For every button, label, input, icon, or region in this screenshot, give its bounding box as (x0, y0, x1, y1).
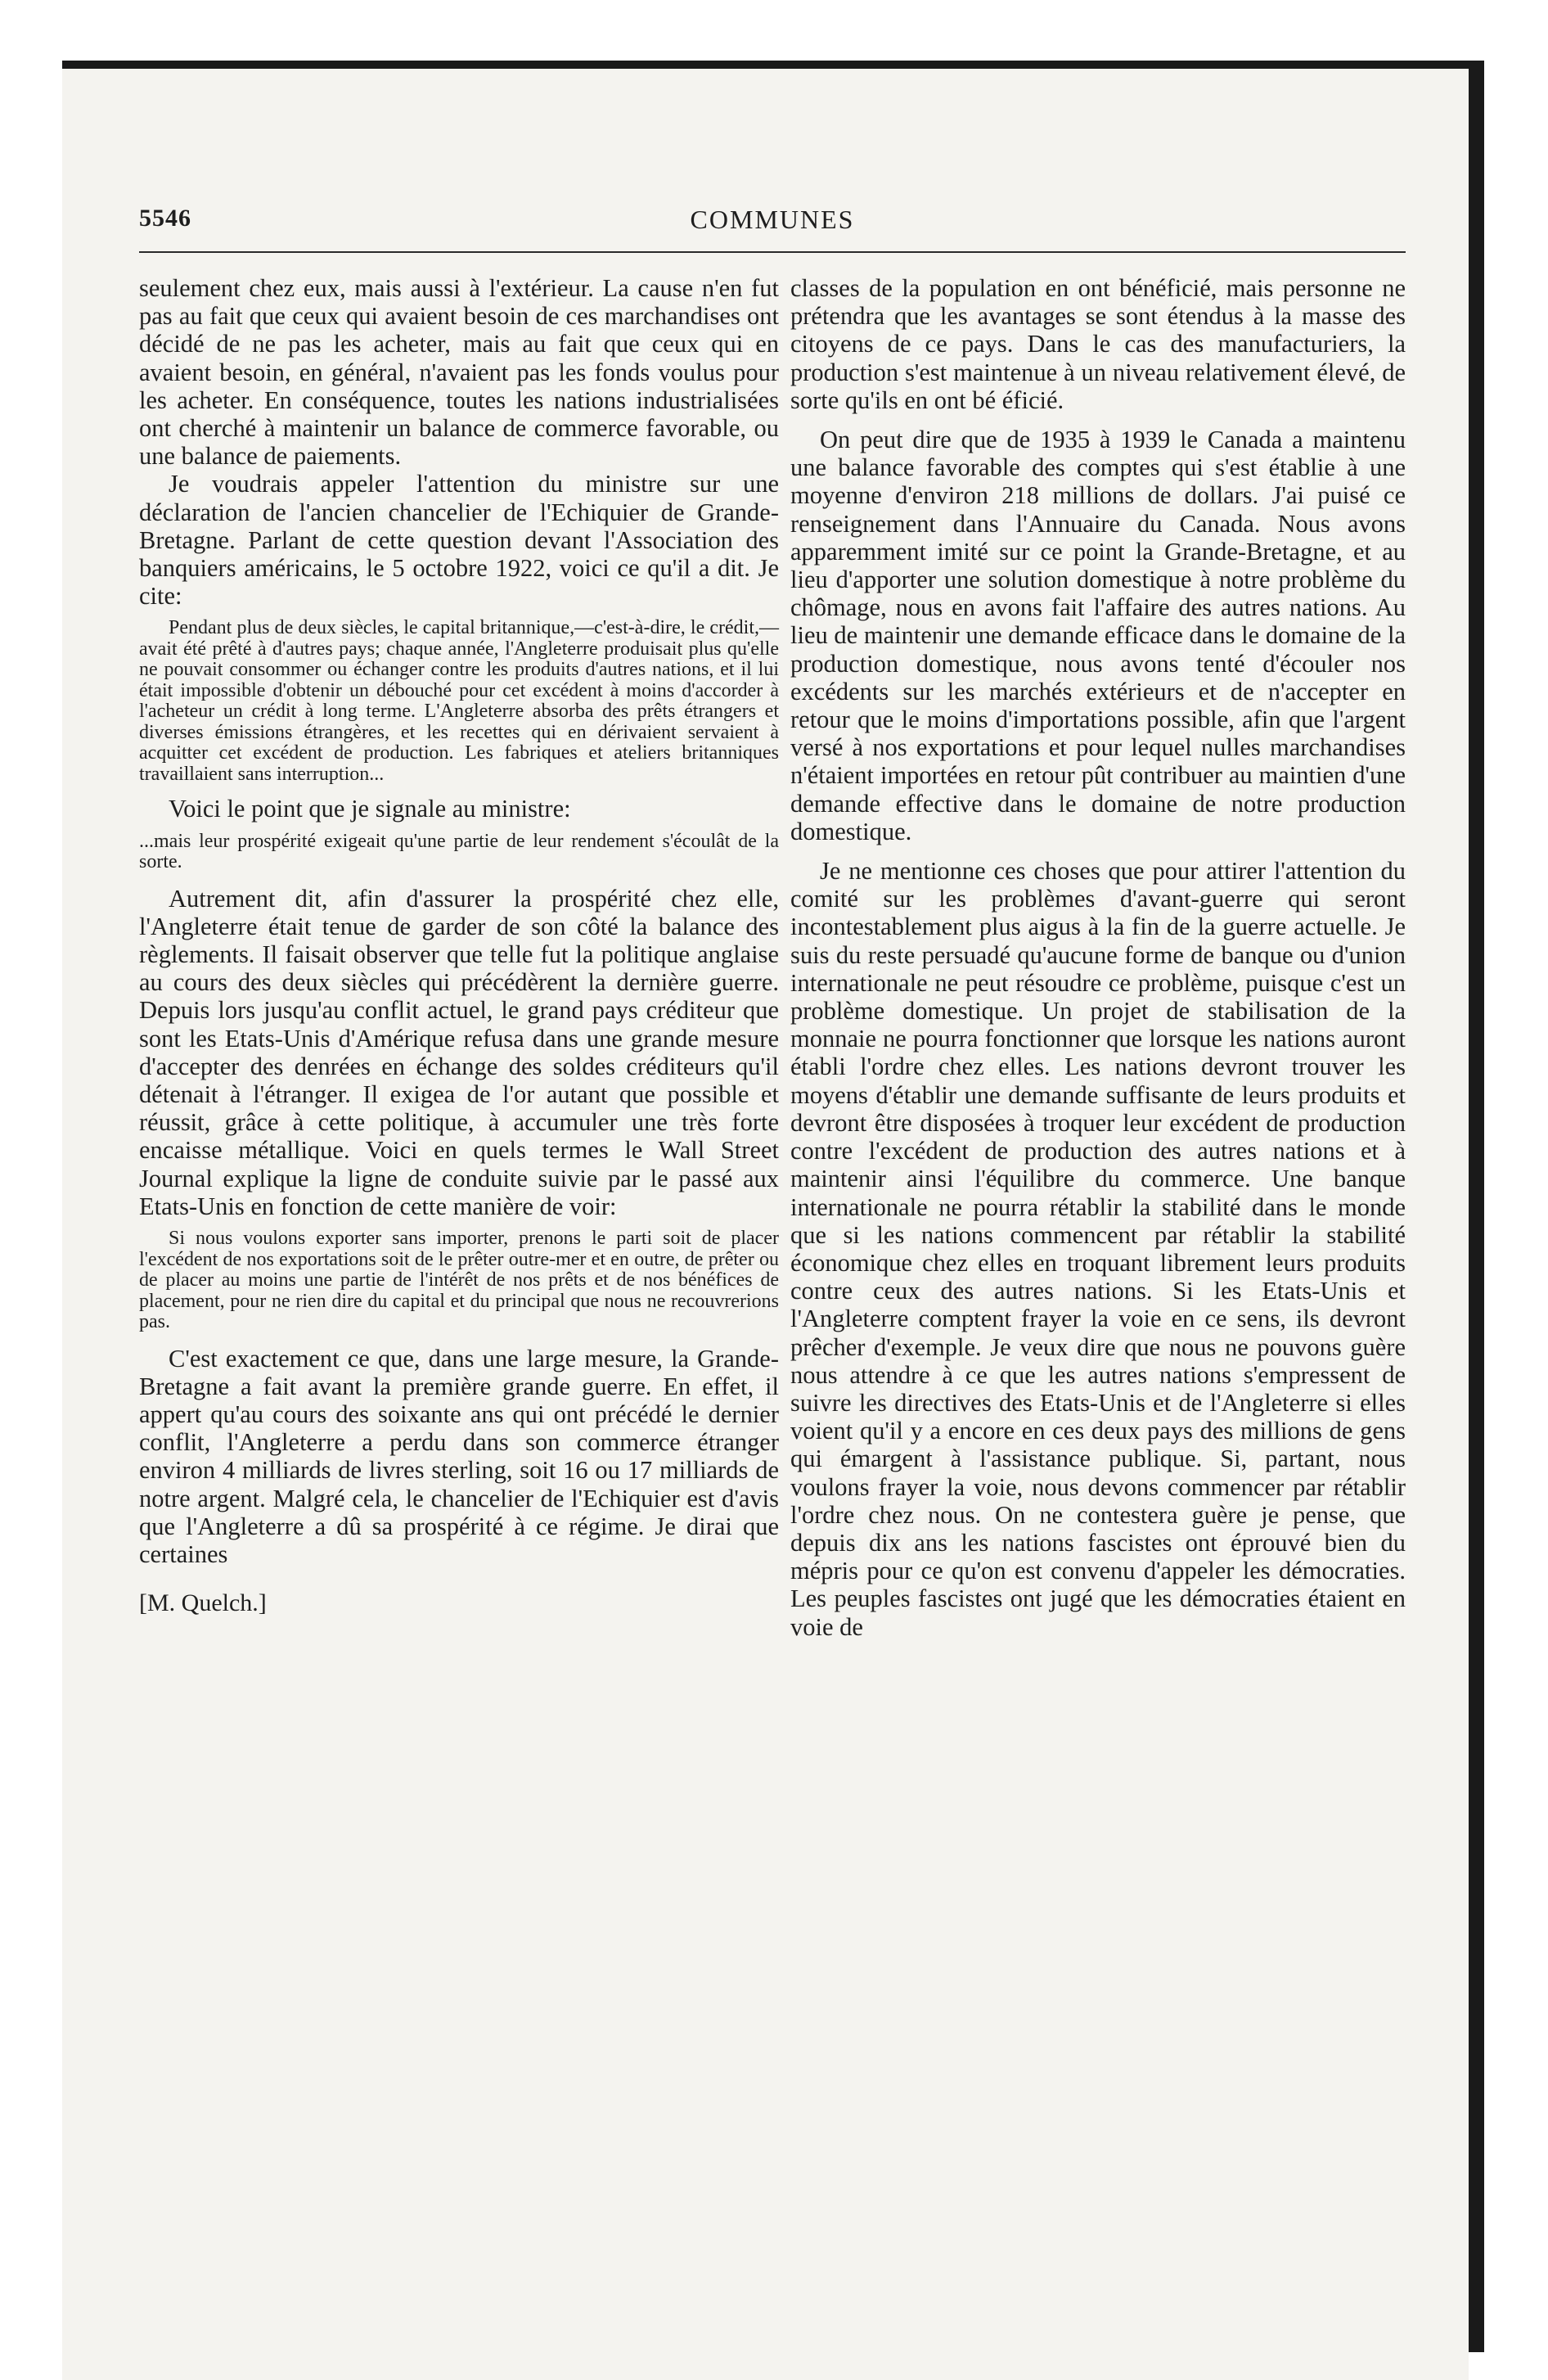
right-column (790, 274, 1406, 1641)
block-quote: Pendant plus de deux siècles, le capital britannique,—c'est-à-dire, le crédit,—avait été prêté à d'autres pays; chaque année, l'Angleterre produisait plus qu'elle ne pouvait consommer ou échanger contre les produits d'autres nations, et il lui était impossible d'obtenir un débouché pour cet excédent à moins d'accorder à l'acheteur un crédit à long terme. L'Angleterre absorba des prêts étrangers et diverses émissions étrangères, et les recettes qui en dérivaient servaient à acquitter cet excédent de production. Les fabriques et ateliers britanniques travaillaient sans interruption... (139, 617, 779, 785)
running-title: COMMUNES (690, 205, 855, 234)
speaker-attribution: [M. Quelch.] (139, 1589, 267, 1617)
paragraph: Je voudrais appeler l'attention du ministre sur une déclaration de l'ancien chancelier de l'Echiquier de Grande-Bretagne. Parlant de cette question devant l'Association des banquiers américains, le 5 octobre 1922, voici ce qu'il a dit. Je cite: (139, 470, 779, 611)
page-number: 5546 (139, 205, 191, 232)
paragraph: Voici le point que je signale au ministre: (169, 795, 571, 823)
left-column (139, 274, 779, 1617)
paragraph: Autrement dit, afin d'assurer la prospérité chez elle, l'Angleterre était tenue de garder de son côté la balance des règlements. Il faisait observer que telle fut la politique anglaise au cours des deux siècles qui précédèrent la dernière guerre. Depuis lors jusqu'au conflit actuel, le grand pays créditeur que sont les Etats-Unis d'Amérique refusa dans une grande mesure d'accepter des denrées en échange des soldes créditeurs qu'il détenait à l'étranger. Il exigea de l'or autant que possible et réussit, grâce à cette politique, à accumuler une très forte encaisse métallique. Voici en quels termes le Wall Street Journal explique la ligne de conduite suivie par le passé aux Etats-Unis en fonction de cette manière de voir: (139, 884, 779, 1220)
paragraph: C'est exactement ce que, dans une large mesure, la Grande-Bretagne a fait avant la première grande guerre. En effet, il appert qu'au cours des soixante ans qui ont précédé le dernier conflit, l'Angleterre a perdu dans son commerce étranger environ 4 milliards de livres sterling, soit 16 ou 17 milliards de notre argent. Malgré cela, le chancelier de l'Echiquier est d'avis que l'Angleterre a dû sa prospérité à ce régime. Je dirai que certaines (139, 1344, 779, 1568)
page-header (139, 205, 1406, 254)
scan-border-right (1469, 61, 1484, 2352)
paragraph: On peut dire que de 1935 à 1939 le Canada a maintenu une balance favorable des comptes qui s'est établie à une moyenne d'environ 218 millions de dollars. J'ai puisé ce renseignement dans l'Annuaire du Canada. Nous avons apparemment imité sur ce point la Grande-Bretagne, et au lieu d'apporter une solution domestique à notre problème du chômage, nous en avons fait l'affaire des autres nations. Au lieu de maintenir une demande efficace dans le domaine de la production domestique, nous avons tenté d'écouler nos excédents sur les marchés extérieurs et de n'accepter en retour que le moins d'importations possible, afin que l'argent versé à nos exportations et pour lequel nulles marchandises n'étaient importées en retour pût contribuer au maintien d'une demande effective dans le domaine de notre production domestique. (790, 426, 1406, 845)
paragraph: Je ne mentionne ces choses que pour attirer l'attention du comité sur les problèmes d'avant-guerre qui seront incontestablement plus aigus à la fin de la guerre actuelle. Je suis du reste persuadé qu'aucune forme de banque ou d'union internationale ne peut résoudre ce problème, puisque c'est un problème domestique. Un projet de stabilisation de la monnaie ne pourra fonctionner que lorsque les nations auront établi l'ordre chez elles. Les nations devront trouver les moyens d'établir une demande suffisante de leurs produits et devront être disposées à troquer leur excédent de production contre l'excédent de production des autres nations et à maintenir ainsi l'équilibre du commerce. Une banque internationale ne pourra rétablir la stabilité dans le monde que si les nations commencent par rétablir la stabilité économique chez elles en troquant librement leurs produits contre ceux des autres nations. Si les Etats-Unis et l'Angleterre comptent frayer la voie en ce sens, ils devront prêcher d'exemple. Je veux dire que nous ne pouvons guère nous attendre à ce que les autres nations s'empressent de suivre les directives des Etats-Unis et de l'Angleterre si elles voient qu'il y a encore en ces deux pays des millions de gens qui émargent à l'assistance publique. Si, partant, nous voulons frayer la voie, nous devons commencer par rétablir l'ordre chez nous. On ne contestera guère je pense, que depuis dix ans les nations fascistes ont éprouvé bien du mépris pour ce qu'on est convenu d'appeler les démocraties. Les peuples fascistes ont jugé que les démocraties étaient en voie de (790, 857, 1406, 1641)
paragraph: seulement chez eux, mais aussi à l'extérieur. La cause n'en fut pas au fait que ceux qui avaient besoin de ces marchandises ont décidé de ne pas les acheter, mais au fait que ceux qui en avaient besoin, en général, n'avaient pas les fonds voulus pour les acheter. En conséquence, toutes les nations industrialisées ont cherché à maintenir un balance de commerce favorable, ou une balance de paiements. (139, 274, 779, 471)
scan-border-top (62, 61, 1484, 69)
block-quote: ...mais leur prospérité exigeait qu'une partie de leur rendement s'écoulât de la sorte. (139, 830, 779, 873)
paragraph: classes de la population en ont bénéficié, mais personne ne prétendra que les avantages se sont étendus à la masse des citoyens de ce pays. Dans le cas des manufacturiers, la production s'est maintenue à un niveau relativement élevé, de sorte qu'ils en ont bé éficié. (790, 274, 1406, 414)
block-quote: Si nous voulons exporter sans importer, prenons le parti soit de placer l'excédent de nos exportations soit de le prêter outre-mer et en outre, de prêter ou de placer au moins une partie de l'intérêt de nos prêts et de nos bénéfices de placement, pour ne rien dire du capital et du principal que nous ne recouvrerions pas. (139, 1228, 779, 1333)
header-rule (139, 251, 1406, 253)
